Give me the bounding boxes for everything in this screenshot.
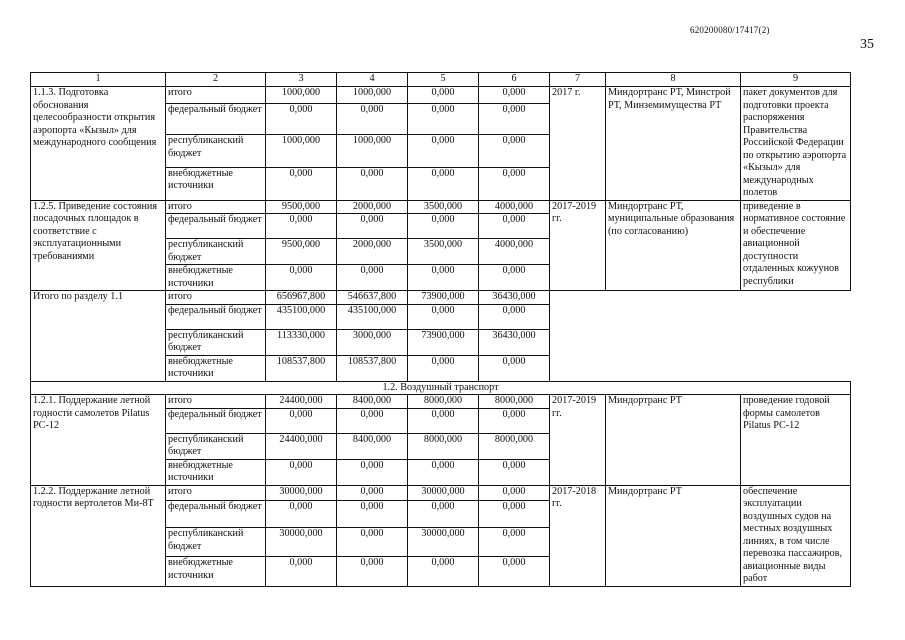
amount-cell: 36430,000 [479, 291, 550, 305]
amount-cell: 0,000 [408, 214, 479, 239]
amount-cell: 30000,000 [266, 528, 337, 557]
amount-cell: 0,000 [337, 500, 408, 528]
amount-cell: 4000,000 [479, 239, 550, 265]
amount-cell: 0,000 [337, 265, 408, 291]
table-row [31, 87, 851, 104]
funding-type-cell: внебюджетные источники [166, 265, 266, 291]
amount-cell: 0,000 [479, 214, 550, 239]
amount-cell: 1000,000 [266, 135, 337, 168]
amount-cell: 0,000 [266, 557, 337, 586]
amount-cell: 9500,000 [266, 239, 337, 265]
amount-cell: 0,000 [337, 528, 408, 557]
funding-type-cell: федеральный бюджет [166, 214, 266, 239]
amount-cell: 546637,800 [337, 291, 408, 305]
amount-cell: 0,000 [408, 557, 479, 586]
amount-cell: 435100,000 [266, 304, 337, 329]
result-cell: проведение годовой формы самолетов Pilatus PC-12 [741, 395, 851, 486]
measure-name-cell: 1.2.5. Приведение состояния посадочных площадок в соответствие с эксплуатационными требованиями [31, 200, 166, 291]
empty-cell [550, 291, 851, 382]
header-cell: 7 [550, 73, 606, 87]
funding-type-cell: итого [166, 395, 266, 409]
funding-type-cell: внебюджетные источники [166, 557, 266, 586]
program-table [30, 72, 851, 587]
header-cell: 3 [266, 73, 337, 87]
header-cell: 5 [408, 73, 479, 87]
measure-name-cell: Итого по разделу 1.1 [31, 291, 166, 382]
amount-cell: 0,000 [266, 265, 337, 291]
amount-cell: 2000,000 [337, 239, 408, 265]
executor-cell: Миндортранс РТ [606, 485, 741, 586]
table-row [31, 485, 851, 500]
amount-cell: 8000,000 [408, 395, 479, 409]
funding-type-cell: внебюджетные источники [166, 167, 266, 200]
header-cell: 2 [166, 73, 266, 87]
amount-cell: 8000,000 [408, 433, 479, 459]
table-row [31, 395, 851, 409]
amount-cell: 1000,000 [337, 135, 408, 168]
amount-cell: 3000,000 [337, 329, 408, 355]
amount-cell: 0,000 [479, 485, 550, 500]
amount-cell: 0,000 [337, 485, 408, 500]
amount-cell: 0,000 [408, 459, 479, 485]
amount-cell: 0,000 [479, 459, 550, 485]
funding-type-cell: внебюджетные источники [166, 355, 266, 381]
amount-cell: 0,000 [408, 265, 479, 291]
funding-type-cell: итого [166, 291, 266, 305]
funding-type-cell: внебюджетные источники [166, 459, 266, 485]
funding-type-cell: республиканский бюджет [166, 329, 266, 355]
funding-type-cell: итого [166, 485, 266, 500]
amount-cell: 0,000 [408, 87, 479, 104]
amount-cell: 1000,000 [337, 87, 408, 104]
amount-cell: 113330,000 [266, 329, 337, 355]
measure-name-cell: 1.1.3. Подготовка обоснования целесообразности открытия аэропорта «Кызыл» для международного сообщения [31, 87, 166, 201]
amount-cell: 0,000 [408, 135, 479, 168]
amount-cell: 0,000 [266, 214, 337, 239]
amount-cell: 0,000 [408, 304, 479, 329]
funding-type-cell: федеральный бюджет [166, 408, 266, 433]
amount-cell: 0,000 [408, 408, 479, 433]
amount-cell: 0,000 [479, 87, 550, 104]
amount-cell: 0,000 [479, 135, 550, 168]
amount-cell: 0,000 [479, 557, 550, 586]
amount-cell: 656967,800 [266, 291, 337, 305]
amount-cell: 0,000 [479, 304, 550, 329]
header-row [31, 73, 851, 87]
amount-cell: 36430,000 [479, 329, 550, 355]
amount-cell: 8000,000 [479, 433, 550, 459]
amount-cell: 0,000 [337, 214, 408, 239]
section-title: 1.2. Воздушный транспорт [31, 381, 851, 395]
amount-cell: 0,000 [266, 167, 337, 200]
result-cell: пакет документов для подготовки проекта распоряжения Правительства Российской Федерации по открытию аэропорта «Кызыл» для международных полетов [741, 87, 851, 201]
amount-cell: 30000,000 [266, 485, 337, 500]
executor-cell: Миндортранс РТ, Минстрой РТ, Минземимущества РТ [606, 87, 741, 201]
amount-cell: 0,000 [479, 500, 550, 528]
amount-cell: 24400,000 [266, 433, 337, 459]
result-cell: приведение в нормативное состояние и обеспечение авиационной доступности отдаленных кожуунов республики [741, 200, 851, 291]
executor-cell: Миндортранс РТ [606, 395, 741, 486]
amount-cell: 108537,800 [266, 355, 337, 381]
funding-type-cell: республиканский бюджет [166, 528, 266, 557]
funding-type-cell: итого [166, 87, 266, 104]
amount-cell: 0,000 [266, 103, 337, 134]
amount-cell: 30000,000 [408, 528, 479, 557]
amount-cell: 435100,000 [337, 304, 408, 329]
header-cell: 8 [606, 73, 741, 87]
amount-cell: 8400,000 [337, 395, 408, 409]
funding-type-cell: республиканский бюджет [166, 433, 266, 459]
period-cell: 2017-2019 гг. [550, 395, 606, 486]
amount-cell: 0,000 [266, 500, 337, 528]
amount-cell: 0,000 [479, 265, 550, 291]
measure-name-cell: 1.2.2. Поддержание летной годности вертолетов Ми-8Т [31, 485, 166, 586]
funding-type-cell: федеральный бюджет [166, 304, 266, 329]
header-cell: 1 [31, 73, 166, 87]
table-row [31, 200, 851, 214]
amount-cell: 3500,000 [408, 239, 479, 265]
amount-cell: 8000,000 [479, 395, 550, 409]
table-row [31, 291, 851, 305]
period-cell: 2017 г. [550, 87, 606, 201]
amount-cell: 0,000 [408, 500, 479, 528]
amount-cell: 8400,000 [337, 433, 408, 459]
amount-cell: 0,000 [479, 528, 550, 557]
amount-cell: 0,000 [337, 167, 408, 200]
measure-name-cell: 1.2.1. Поддержание летной годности самолетов Pilatus PC-12 [31, 395, 166, 486]
period-cell: 2017-2018 гг. [550, 485, 606, 586]
amount-cell: 24400,000 [266, 395, 337, 409]
amount-cell: 3500,000 [408, 200, 479, 214]
amount-cell: 1000,000 [266, 87, 337, 104]
funding-type-cell: итого [166, 200, 266, 214]
amount-cell: 0,000 [479, 167, 550, 200]
amount-cell: 0,000 [337, 408, 408, 433]
amount-cell: 0,000 [266, 408, 337, 433]
amount-cell: 2000,000 [337, 200, 408, 214]
amount-cell: 0,000 [479, 408, 550, 433]
amount-cell: 73900,000 [408, 291, 479, 305]
page-number: 35 [860, 37, 874, 52]
amount-cell: 0,000 [337, 103, 408, 134]
document-id: 620200080/17417(2) [690, 25, 770, 35]
header-cell: 6 [479, 73, 550, 87]
amount-cell: 30000,000 [408, 485, 479, 500]
amount-cell: 4000,000 [479, 200, 550, 214]
header-cell: 9 [741, 73, 851, 87]
amount-cell: 9500,000 [266, 200, 337, 214]
amount-cell: 73900,000 [408, 329, 479, 355]
amount-cell: 0,000 [408, 103, 479, 134]
funding-type-cell: федеральный бюджет [166, 500, 266, 528]
amount-cell: 0,000 [266, 459, 337, 485]
amount-cell: 0,000 [337, 459, 408, 485]
amount-cell: 0,000 [337, 557, 408, 586]
funding-type-cell: республиканский бюджет [166, 135, 266, 168]
header-cell: 4 [337, 73, 408, 87]
executor-cell: Миндортранс РТ, муниципальные образования (по согласованию) [606, 200, 741, 291]
section-row [31, 381, 851, 395]
amount-cell: 108537,800 [337, 355, 408, 381]
amount-cell: 0,000 [408, 167, 479, 200]
funding-type-cell: республиканский бюджет [166, 239, 266, 265]
amount-cell: 0,000 [408, 355, 479, 381]
result-cell: обеспечение эксплуатации воздушных судов на местных воздушных линиях, в том числе перевозка пассажиров, авиационные виды работ [741, 485, 851, 586]
funding-type-cell: федеральный бюджет [166, 103, 266, 134]
amount-cell: 0,000 [479, 103, 550, 134]
period-cell: 2017-2019 гг. [550, 200, 606, 291]
amount-cell: 0,000 [479, 355, 550, 381]
